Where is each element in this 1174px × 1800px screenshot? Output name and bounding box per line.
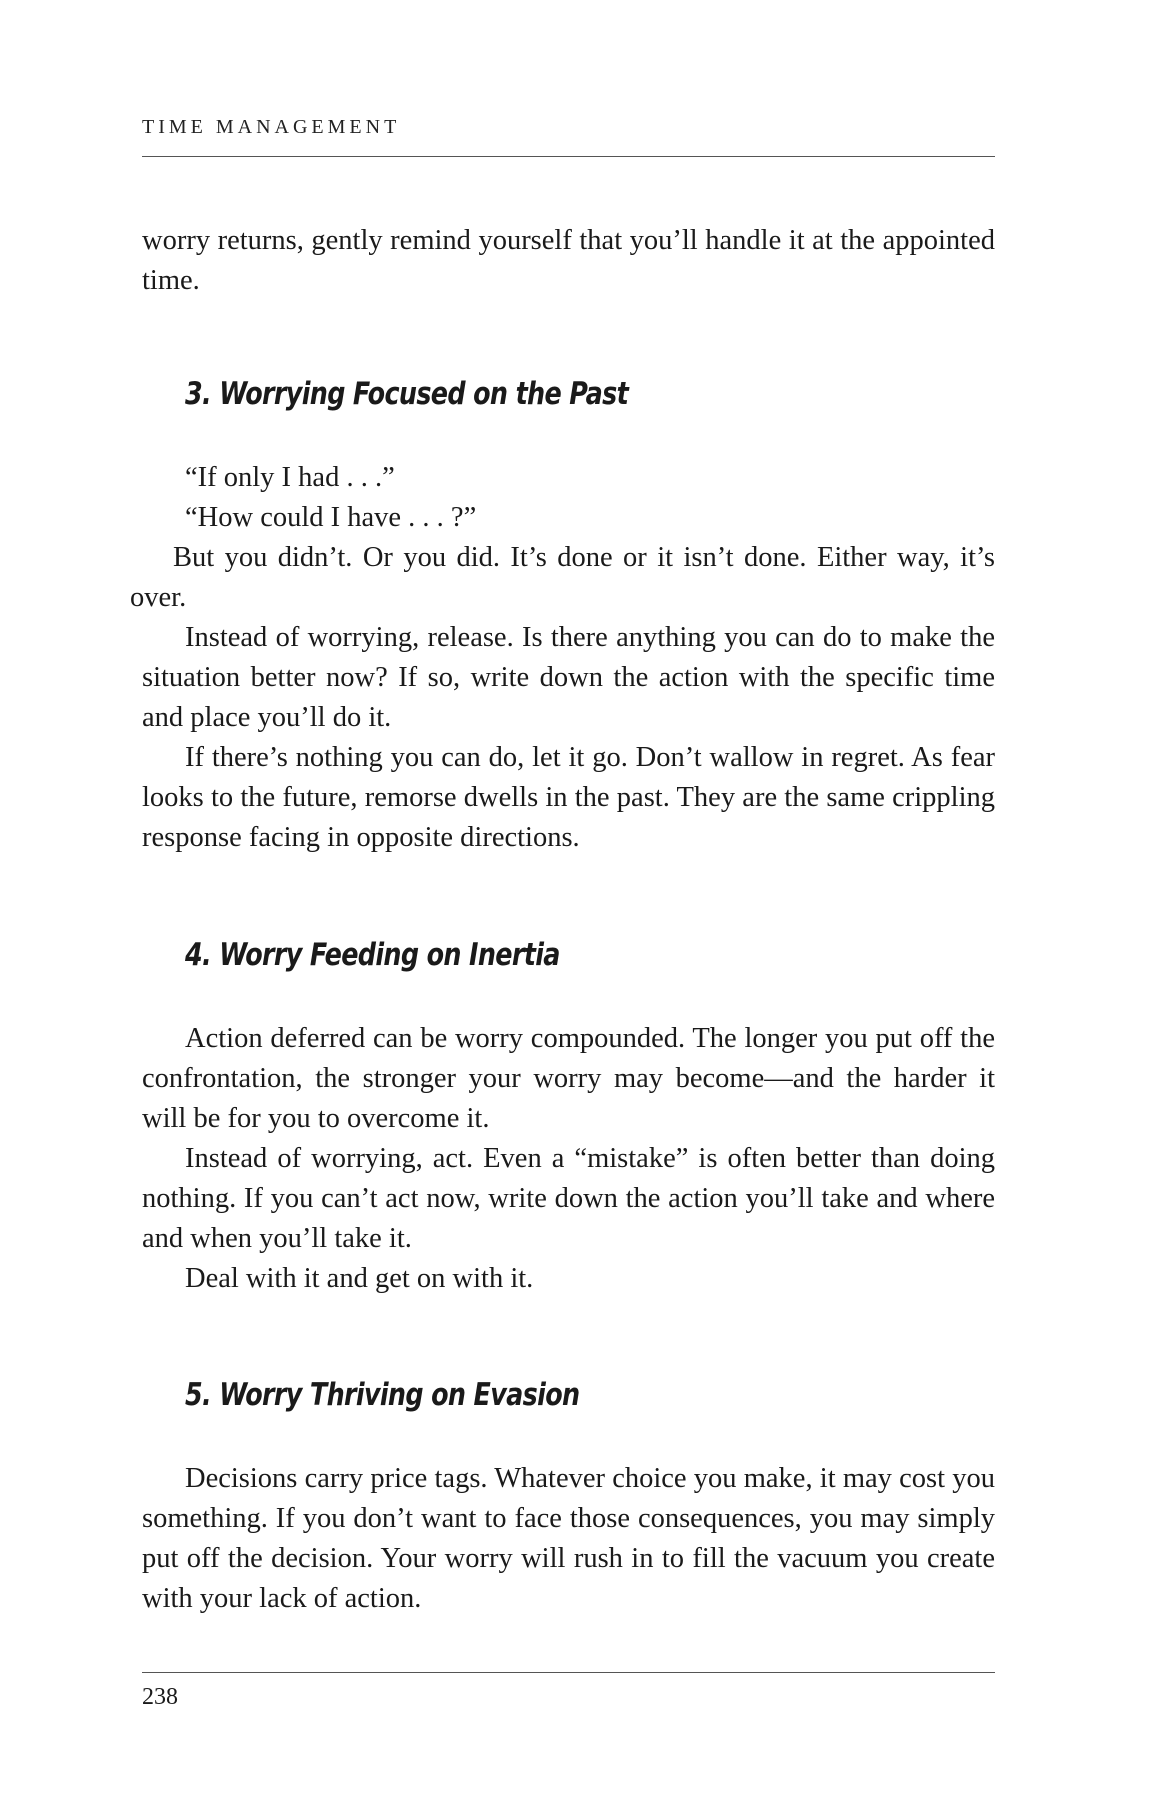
paragraph: Deal with it and get on with it. <box>185 1263 534 1294</box>
paragraph: worry returns, gently remind yourself that you’ll handle it at the appointed time. <box>142 225 995 296</box>
section-heading-evasion: 5. Worry Thriving on Evasion <box>185 1377 580 1413</box>
paragraph: If there’s nothing you can do, let it go. Don’t wallow in regret. As fear looks to the future, remorse dwells in the past. They are the same crippling response facing in opposite directions. <box>142 742 995 853</box>
header-rule <box>142 156 995 157</box>
paragraph: Decisions carry price tags. Whatever choice you make, it may cost you something. If you don’t want to face those consequences, you may simply put off the decision. Your worry will rush in to fill the vacuum you create with your lack of action. <box>142 1463 995 1614</box>
intro-text <box>142 221 995 301</box>
section-heading-inertia: 4. Worry Feeding on Inertia <box>185 937 560 973</box>
running-head: TIME MANAGEMENT <box>142 116 401 138</box>
section-text-past <box>130 458 995 858</box>
section-text-evasion <box>142 1459 995 1619</box>
paragraph: Action deferred can be worry compounded. The longer you put off the confrontation, the stronger your worry may become—and the harder it will be for you to overcome it. <box>142 1023 995 1134</box>
section-text-inertia <box>142 1019 995 1299</box>
footer-rule <box>142 1672 995 1673</box>
section-heading-past: 3. Worrying Focused on the Past <box>185 376 629 412</box>
paragraph: But you didn’t. Or you did. It’s done or it isn’t done. Either way, it’s over. <box>130 542 995 613</box>
page-number: 238 <box>142 1684 178 1710</box>
paragraph: Instead of worrying, release. Is there anything you can do to make the situation better now? If so, write down the action with the specific time and place you’ll do it. <box>142 622 995 733</box>
paragraph: “How could I have . . . ?” <box>185 502 477 533</box>
paragraph: Instead of worrying, act. Even a “mistake” is often better than doing nothing. If you can’t act now, write down the action you’ll take and where and when you’ll take it. <box>142 1143 995 1254</box>
paragraph: “If only I had . . .” <box>185 462 395 493</box>
